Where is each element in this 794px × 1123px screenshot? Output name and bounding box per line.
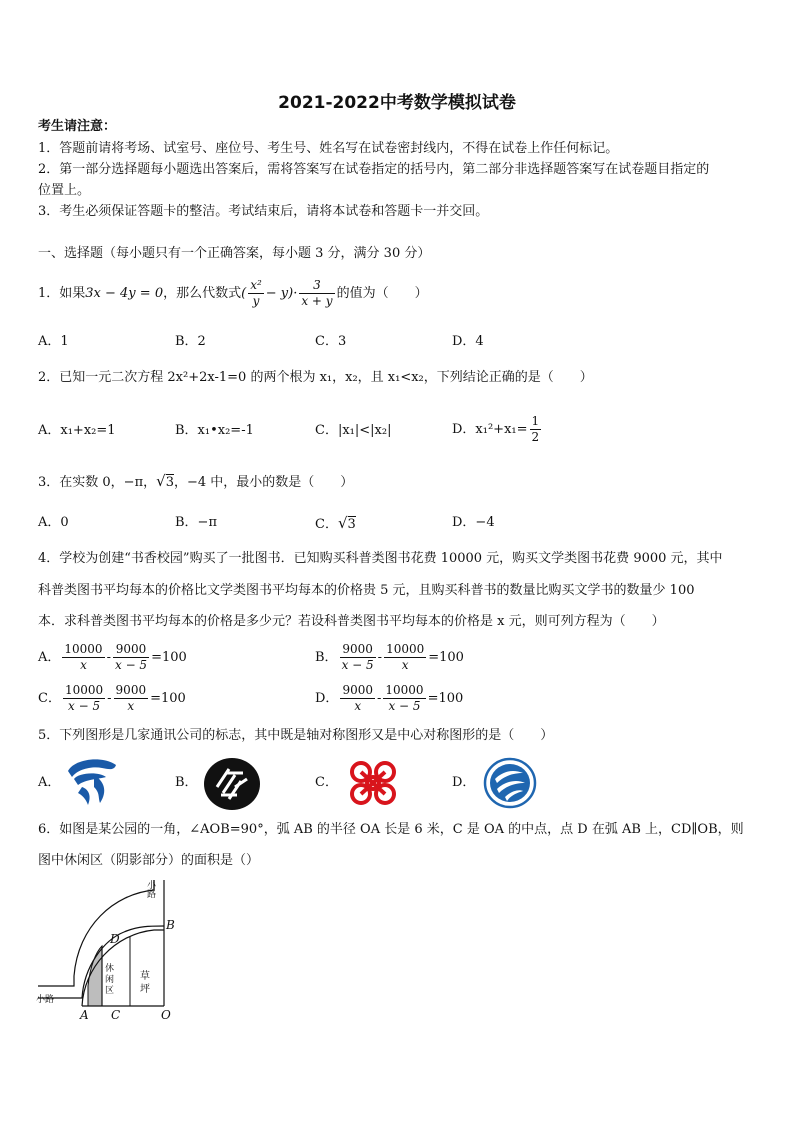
q2-option-a: A．x₁+x₂=1 bbox=[38, 423, 116, 438]
park-corner-diagram bbox=[34, 876, 184, 1026]
q3-option-c: C．√3 bbox=[315, 514, 356, 532]
q1-option-a: A．1 bbox=[38, 334, 69, 349]
q5-option-a-label: A． bbox=[38, 775, 61, 790]
q1-option-d: D．4 bbox=[452, 334, 484, 349]
notice-item-3: 3．考生必须保证答题卡的整洁。考试结束后，请将本试卷和答题卡一并交回。 bbox=[38, 204, 489, 219]
point-o-label: O bbox=[161, 1008, 171, 1022]
q4-a-frac-1: $\frac{10000}{x}$ bbox=[64, 642, 103, 672]
question-1-stem: 1．如果3x − 4y = 0，那么代数式( $\frac{\text{x²}}{y}$ − y)· $\frac{3}{x + y}$ 的值为（ ） bbox=[38, 278, 428, 308]
circle-stripes-logo-icon bbox=[203, 757, 261, 811]
q4-b-frac-1: $\frac{9000}{x - 5}$ bbox=[341, 642, 374, 672]
lawn-label: 草坪 bbox=[140, 971, 150, 995]
q5-option-c-label: C． bbox=[315, 775, 338, 790]
question-4-line-3: 本．求科普类图书平均每本的价格是多少元？若设科普类图书平均每本的价格是 x 元，则可列方程为（ ） bbox=[38, 614, 665, 629]
q2-option-d: D．x₁²+x₁= $\frac{1}{2}$ bbox=[452, 414, 540, 444]
q1-option-c: C．3 bbox=[315, 334, 347, 349]
q2-d-fraction: $\frac{1}{2}$ bbox=[531, 414, 540, 444]
question-6-line-2: 图中休闲区（阴影部分）的面积是（） bbox=[38, 853, 260, 868]
question-3-stem: 3．在实数 0，−π，√3，−4 中，最小的数是（ ） bbox=[38, 470, 353, 494]
q3-option-d: D．−4 bbox=[452, 515, 495, 530]
q4-option-a: A． $\frac{10000}{x}$ - $\frac{9000}{x - 5}$ =100 bbox=[38, 642, 187, 672]
q2-option-b: B．x₁•x₂=-1 bbox=[175, 423, 254, 438]
q1-fraction-1: $\frac{\text{x²}}{y}$ bbox=[250, 278, 262, 308]
q5-option-d-label: D． bbox=[452, 775, 476, 790]
q4-c-frac-1: $\frac{10000}{x - 5}$ bbox=[64, 683, 104, 713]
notice-item-2-cont: 位置上。 bbox=[38, 183, 91, 198]
point-c-label: C bbox=[111, 1008, 121, 1022]
question-6-line-1: 6．如图是某公园的一角，∠AOB=90°，弧 AB 的半径 OA 长是 6 米，C 是 OA 的中点，点 D 在弧 AB 上，CD∥OB，则 bbox=[38, 822, 744, 837]
point-d-label: D bbox=[110, 932, 120, 946]
q4-d-frac-1: $\frac{9000}{x}$ bbox=[342, 683, 373, 713]
section-heading: 一、选择题（每小题只有一个正确答案，每小题 3 分，满分 30 分） bbox=[38, 246, 431, 261]
q3-c-sqrt: √3 bbox=[337, 514, 356, 532]
q1-condition: 3x − 4y = 0 bbox=[85, 286, 164, 301]
q2-option-c: C．|x₁|<|x₂| bbox=[315, 423, 392, 438]
telecom-logo-icon bbox=[64, 757, 120, 807]
question-2-stem: 2．已知一元二次方程 2x²+2x-1=0 的两个根为 x₁，x₂，且 x₁<x₂，下列结论正确的是（ ） bbox=[38, 370, 593, 385]
road-top-label: 小路 bbox=[147, 881, 157, 900]
q4-option-b: B． $\frac{9000}{x - 5}$ - $\frac{10000}{x}$ =100 bbox=[315, 642, 464, 672]
rest-area-label: 休闲区 bbox=[105, 964, 115, 996]
notice-item-1: 1．答题前请将考场、试室号、座位号、考生号、姓名写在试卷密封线内，不得在试卷上作任何标记。 bbox=[38, 141, 619, 156]
q4-option-c: C． $\frac{10000}{x - 5}$ - $\frac{9000}{x}$ =100 bbox=[38, 683, 186, 713]
q3-sqrt: √3 bbox=[156, 472, 174, 490]
point-b-label: B bbox=[166, 918, 175, 932]
question-5-stem: 5．下列图形是几家通讯公司的标志，其中既是轴对称图形又是中心对称图形的是（ ） bbox=[38, 728, 554, 743]
q1-fraction-2: $\frac{3}{x + y}$ bbox=[301, 278, 333, 308]
notice-item-2: 2．第一部分选择题每小题选出答案后，需将答案写在试卷指定的括号内，第二部分非选择题答案写在试卷题目指定的 bbox=[38, 162, 710, 177]
unicom-knot-logo-icon bbox=[343, 756, 403, 810]
question-4-line-1: 4．学校为创建“书香校园”购买了一批图书．已知购买科普类图书花费 10000 元，购买文学类图书花费 9000 元，其中 bbox=[38, 551, 723, 566]
q4-option-d: D． $\frac{9000}{x}$ - $\frac{10000}{x - 5}$ =100 bbox=[315, 683, 464, 713]
q1-option-b: B．2 bbox=[175, 334, 206, 349]
q3-option-b: B．−π bbox=[175, 515, 217, 530]
point-a-label: A bbox=[80, 1008, 89, 1022]
page-title: 2021-2022中考数学模拟试卷 bbox=[278, 93, 516, 113]
mobile-logo-icon bbox=[483, 757, 537, 809]
notice-heading: 考生请注意： bbox=[38, 119, 117, 134]
q5-option-b-label: B． bbox=[175, 775, 198, 790]
question-4-line-2: 科普类图书平均每本的价格比文学类图书平均每本的价格贵 5 元，且购买科普书的数量比购买文学书的数量少 100 bbox=[38, 583, 695, 598]
q3-option-a: A．0 bbox=[38, 515, 69, 530]
road-left-label: 小路 bbox=[36, 995, 55, 1005]
